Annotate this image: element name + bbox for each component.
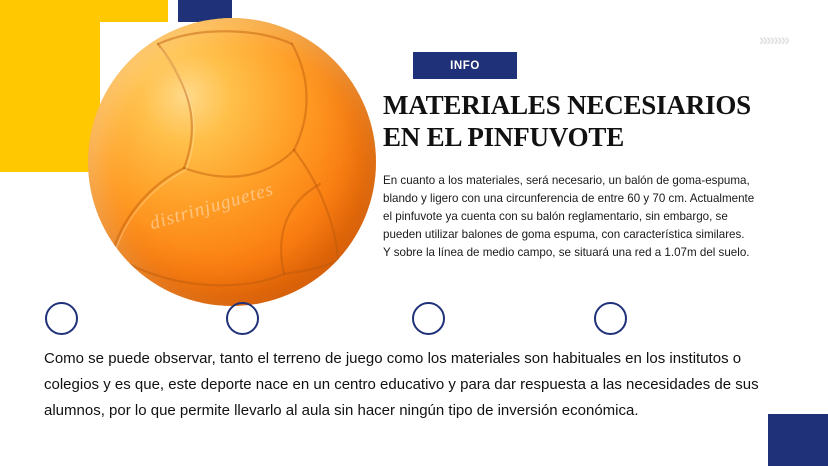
page-title [383, 90, 815, 153]
materials-paragraph: En cuanto a los materiales, será necesario, un balón de goma-espuma, blando y ligero con una circunferencia de entre 60 y 70 cm. Actualmente el pinfuvote ya cuenta con su balón reglamentario, sin embargo, se pueden utilizar balones de goma espuma, con característica similares. Y sobre la línea de medio campo, se situará una red a 1.07m del suelo. [383, 174, 755, 259]
headline-line-2: EN EL PINFUVOTE [383, 121, 625, 152]
ball-image [88, 18, 376, 306]
circle-marker-1 [45, 302, 78, 335]
circle-marker-3 [412, 302, 445, 335]
circle-marker-2 [226, 302, 259, 335]
ball-seams-icon [88, 18, 376, 306]
ball-graphic [88, 18, 376, 306]
circle-marker-4 [594, 302, 627, 335]
info-badge: INFO [413, 52, 517, 79]
chevron-right-icon: ›››››››› [758, 30, 788, 49]
conclusion-paragraph: Como se puede observar, tanto el terreno de juego como los materiales son habituales en los institutos o colegios y es que, este deporte nace en un centro educativo y para dar respuesta a las necesidades de sus alumnos, por lo que permite llevarlo al aula sin hacer ningún tipo de inversión económica. [44, 350, 759, 419]
watermark-text: distrinjuguetes [147, 178, 277, 235]
circle-divider-row [0, 302, 828, 342]
headline-line-1: MATERIALES NECESIARIOS [383, 90, 751, 120]
